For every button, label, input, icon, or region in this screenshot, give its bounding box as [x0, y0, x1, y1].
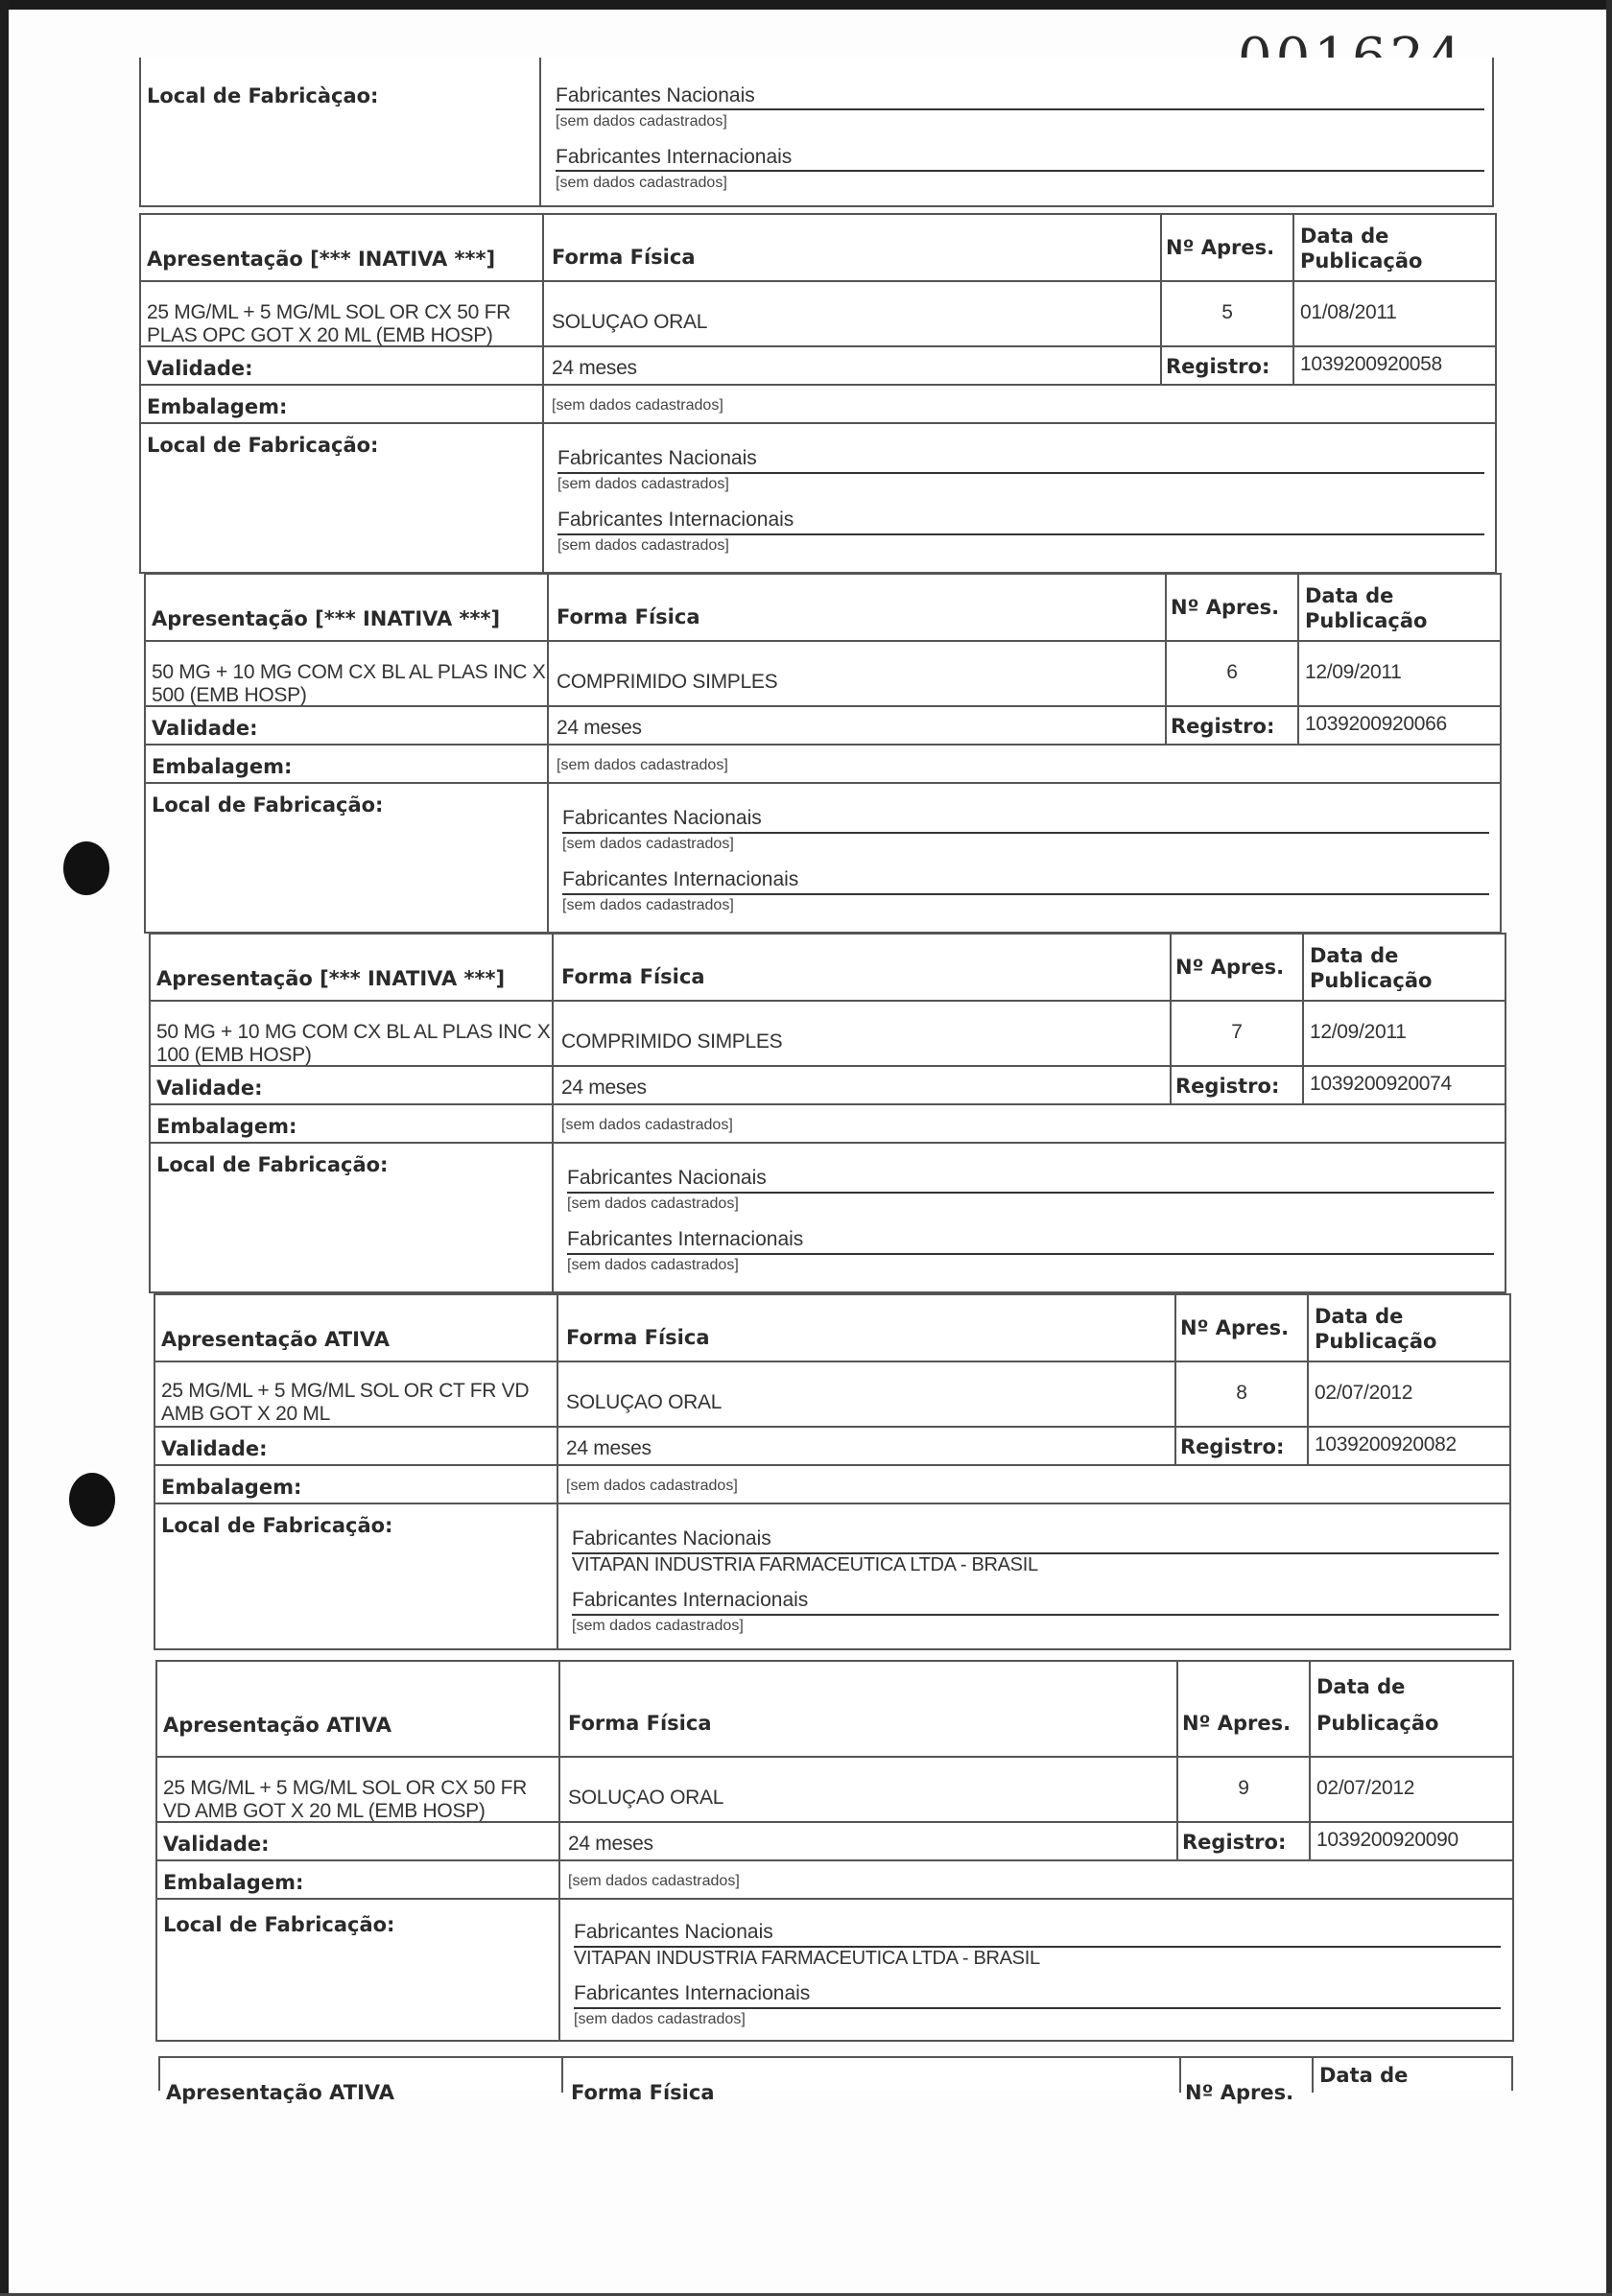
- embalagem-value: [sem dados cadastrados]: [552, 397, 723, 414]
- validade-label: Validade:: [147, 357, 253, 380]
- n-apres-value: 5: [1221, 301, 1233, 323]
- embalagem-value: [sem dados cadastrados]: [557, 757, 728, 773]
- fabricantes-internacionais-title: Fabricantes Internacionais: [572, 1589, 809, 1611]
- data-publicacao-header-line1: Data de: [1300, 225, 1389, 248]
- fabricantes-nacionais-title: Fabricantes Nacionais: [562, 807, 762, 829]
- data-publicacao-header-line1: Data de: [1305, 584, 1394, 607]
- apresentacao-description-line2: 500 (EMB HOSP): [152, 684, 307, 706]
- local-fabricacao-label: Local de Fabricação:: [156, 1153, 389, 1176]
- fabricantes-nacionais-value: [sem dados cadastrados]: [557, 476, 729, 492]
- embalagem-label: Embalagem:: [147, 395, 288, 418]
- apresentacao-description-line1: 25 MG/ML + 5 MG/ML SOL OR CT FR VD: [161, 1380, 530, 1402]
- registro-label: Registro:: [1166, 355, 1270, 378]
- apresentacao-description-line1: 50 MG + 10 MG COM CX BL AL PLAS INC X: [156, 1021, 551, 1043]
- validade-value: 24 meses: [557, 717, 642, 739]
- fabricantes-internacionais-value: [sem dados cadastrados]: [562, 897, 734, 913]
- fabricantes-internacionais-title: Fabricantes Internacionais: [556, 146, 793, 168]
- validade-label: Validade:: [161, 1437, 268, 1460]
- n-apres-header: Nº Apres.: [1182, 1712, 1292, 1735]
- apresentacao-description-line2: PLAS OPC GOT X 20 ML (EMB HOSP): [147, 324, 493, 346]
- n-apres-value: 9: [1238, 1777, 1249, 1799]
- data-publicacao-value: 12/09/2011: [1310, 1021, 1407, 1043]
- fabricantes-internacionais-value: [sem dados cadastrados]: [572, 1618, 744, 1634]
- embalagem-label: Embalagem:: [152, 755, 293, 778]
- apresentacao-header: Apresentação [*** INATIVA ***]: [156, 967, 506, 990]
- fabricantes-internacionais-title: Fabricantes Internacionais: [567, 1228, 804, 1250]
- fabricantes-nacionais-title: Fabricantes Nacionais: [557, 447, 757, 469]
- embalagem-value: [sem dados cadastrados]: [566, 1478, 738, 1494]
- punch-hole-icon: [69, 1473, 115, 1527]
- forma-fisica-value: SOLUÇAO ORAL: [566, 1391, 723, 1413]
- validade-label: Validade:: [163, 1833, 270, 1856]
- apresentacao-description-line1: 25 MG/ML + 5 MG/ML SOL OR CX 50 FR: [163, 1777, 527, 1799]
- registro-value: 1039200920074: [1310, 1073, 1452, 1095]
- forma-fisica-value: SOLUÇAO ORAL: [568, 1787, 724, 1809]
- forma-fisica-header: Forma Física: [552, 246, 696, 269]
- n-apres-header: Nº Apres.: [1185, 2081, 1294, 2104]
- presentation-block-partial-bottom: [158, 2056, 1513, 2104]
- fabricantes-nacionais-value: [sem dados cadastrados]: [562, 836, 734, 852]
- data-publicacao-header-line2: Publicação: [1305, 609, 1428, 632]
- data-publicacao-value: 02/07/2012: [1315, 1382, 1413, 1404]
- presentation-block: [139, 213, 1497, 574]
- n-apres-header: Nº Apres.: [1166, 236, 1275, 259]
- data-publicacao-value: 02/07/2012: [1316, 1777, 1415, 1799]
- fabricantes-internacionais-value: [sem dados cadastrados]: [574, 2011, 746, 2027]
- n-apres-header: Nº Apres.: [1175, 956, 1285, 979]
- presentation-block: [155, 1660, 1514, 2042]
- local-fabricacao-label: Local de Fabricação:: [147, 434, 379, 457]
- presentation-block: [154, 1293, 1511, 1650]
- embalagem-value: [sem dados cadastrados]: [561, 1117, 733, 1133]
- fabricantes-nacionais-value: [sem dados cadastrados]: [556, 113, 727, 130]
- scan-border-top: [0, 0, 1612, 10]
- registro-label: Registro:: [1175, 1075, 1280, 1098]
- embalagem-value: [sem dados cadastrados]: [568, 1873, 740, 1889]
- presentation-block: [149, 933, 1506, 1293]
- data-publicacao-header-line2: Publicação: [1310, 969, 1433, 992]
- forma-fisica-header: Forma Física: [571, 2081, 715, 2104]
- registro-label: Registro:: [1182, 1831, 1287, 1854]
- presentation-block: [144, 573, 1502, 934]
- data-publicacao-value: 12/09/2011: [1305, 661, 1402, 683]
- fabricantes-nacionais-value: VITAPAN INDUSTRIA FARMACEUTICA LTDA - BRASIL: [574, 1948, 1040, 1969]
- validade-value: 24 meses: [568, 1833, 653, 1855]
- forma-fisica-header: Forma Física: [561, 965, 705, 988]
- embalagem-label: Embalagem:: [163, 1871, 304, 1894]
- fabricantes-nacionais-title: Fabricantes Nacionais: [556, 84, 755, 107]
- data-publicacao-header-line1: Data de: [1316, 1675, 1406, 1698]
- apresentacao-header: Apresentação ATIVA: [163, 1714, 391, 1737]
- fabricantes-internacionais-value: [sem dados cadastrados]: [557, 537, 729, 554]
- forma-fisica-header: Forma Física: [568, 1712, 712, 1735]
- registro-value: 1039200920066: [1305, 713, 1447, 735]
- presentation-block-partial-top: [139, 58, 1494, 207]
- forma-fisica-header: Forma Física: [566, 1326, 710, 1349]
- apresentacao-description-line2: VD AMB GOT X 20 ML (EMB HOSP): [163, 1800, 486, 1822]
- n-apres-value: 6: [1226, 661, 1238, 683]
- n-apres-header: Nº Apres.: [1180, 1316, 1290, 1339]
- registro-label: Registro:: [1171, 715, 1275, 738]
- validade-value: 24 meses: [561, 1077, 647, 1099]
- local-fabricacao-label: Local de Fabricação:: [152, 793, 384, 817]
- fabricantes-internacionais-value: [sem dados cadastrados]: [567, 1257, 739, 1273]
- fabricantes-internacionais-title: Fabricantes Internacionais: [562, 868, 799, 890]
- fabricantes-internacionais-title: Fabricantes Internacionais: [574, 1982, 811, 2004]
- fabricantes-nacionais-title: Fabricantes Nacionais: [572, 1527, 771, 1550]
- forma-fisica-header: Forma Física: [557, 605, 700, 628]
- embalagem-label: Embalagem:: [161, 1476, 302, 1499]
- registro-label: Registro:: [1180, 1435, 1285, 1458]
- registro-value: 1039200920082: [1315, 1433, 1457, 1456]
- validade-label: Validade:: [156, 1077, 263, 1100]
- fabricantes-nacionais-value: VITAPAN INDUSTRIA FARMACEUTICA LTDA - BRASIL: [572, 1554, 1038, 1575]
- n-apres-value: 7: [1231, 1021, 1243, 1043]
- registro-value: 1039200920058: [1300, 353, 1442, 375]
- fabricantes-internacionais-value: [sem dados cadastrados]: [556, 175, 727, 191]
- fabricantes-nacionais-value: [sem dados cadastrados]: [567, 1195, 739, 1212]
- scan-border-right: [1606, 0, 1612, 2296]
- data-publicacao-header-line1: Data de: [1310, 944, 1399, 967]
- n-apres-header: Nº Apres.: [1171, 596, 1280, 619]
- fabricantes-nacionais-title: Fabricantes Nacionais: [567, 1167, 767, 1189]
- forma-fisica-value: SOLUÇAO ORAL: [552, 311, 708, 333]
- local-fabricacao-label: Local de Fabricação:: [161, 1514, 393, 1537]
- data-publicacao-header-line2: Publicação: [1300, 249, 1423, 272]
- fabricantes-internacionais-title: Fabricantes Internacionais: [557, 509, 794, 531]
- data-publicacao-value: 01/08/2011: [1300, 301, 1397, 323]
- validade-value: 24 meses: [552, 357, 637, 379]
- local-fabricacao-label: Local de Fabricàçao:: [147, 84, 379, 107]
- n-apres-value: 8: [1236, 1382, 1247, 1404]
- data-publicacao-header-line2: Publicação: [1316, 1712, 1439, 1735]
- data-publicacao-header-line2: Publicação: [1315, 1330, 1437, 1353]
- apresentacao-header: Apresentação ATIVA: [161, 1328, 390, 1351]
- apresentacao-description-line1: 50 MG + 10 MG COM CX BL AL PLAS INC X: [152, 661, 546, 683]
- embalagem-label: Embalagem:: [156, 1115, 297, 1138]
- apresentacao-description-line1: 25 MG/ML + 5 MG/ML SOL OR CX 50 FR: [147, 301, 510, 323]
- scan-border-left: [0, 0, 9, 2296]
- forma-fisica-value: COMPRIMIDO SIMPLES: [561, 1030, 783, 1053]
- data-publicacao-header-line1: Data de: [1319, 2064, 1409, 2087]
- apresentacao-description-line2: AMB GOT X 20 ML: [161, 1403, 330, 1425]
- registro-value: 1039200920090: [1316, 1829, 1458, 1851]
- local-fabricacao-label: Local de Fabricação:: [163, 1913, 395, 1936]
- validade-value: 24 meses: [566, 1437, 652, 1459]
- apresentacao-description-line2: 100 (EMB HOSP): [156, 1044, 312, 1066]
- validade-label: Validade:: [152, 717, 258, 740]
- apresentacao-header: Apresentação ATIVA: [166, 2081, 394, 2104]
- fabricantes-nacionais-title: Fabricantes Nacionais: [574, 1921, 773, 1943]
- punch-hole-icon: [63, 841, 109, 895]
- data-publicacao-header-line1: Data de: [1315, 1305, 1404, 1328]
- apresentacao-header: Apresentação [*** INATIVA ***]: [147, 248, 496, 271]
- forma-fisica-value: COMPRIMIDO SIMPLES: [557, 671, 778, 693]
- apresentacao-header: Apresentação [*** INATIVA ***]: [152, 607, 501, 630]
